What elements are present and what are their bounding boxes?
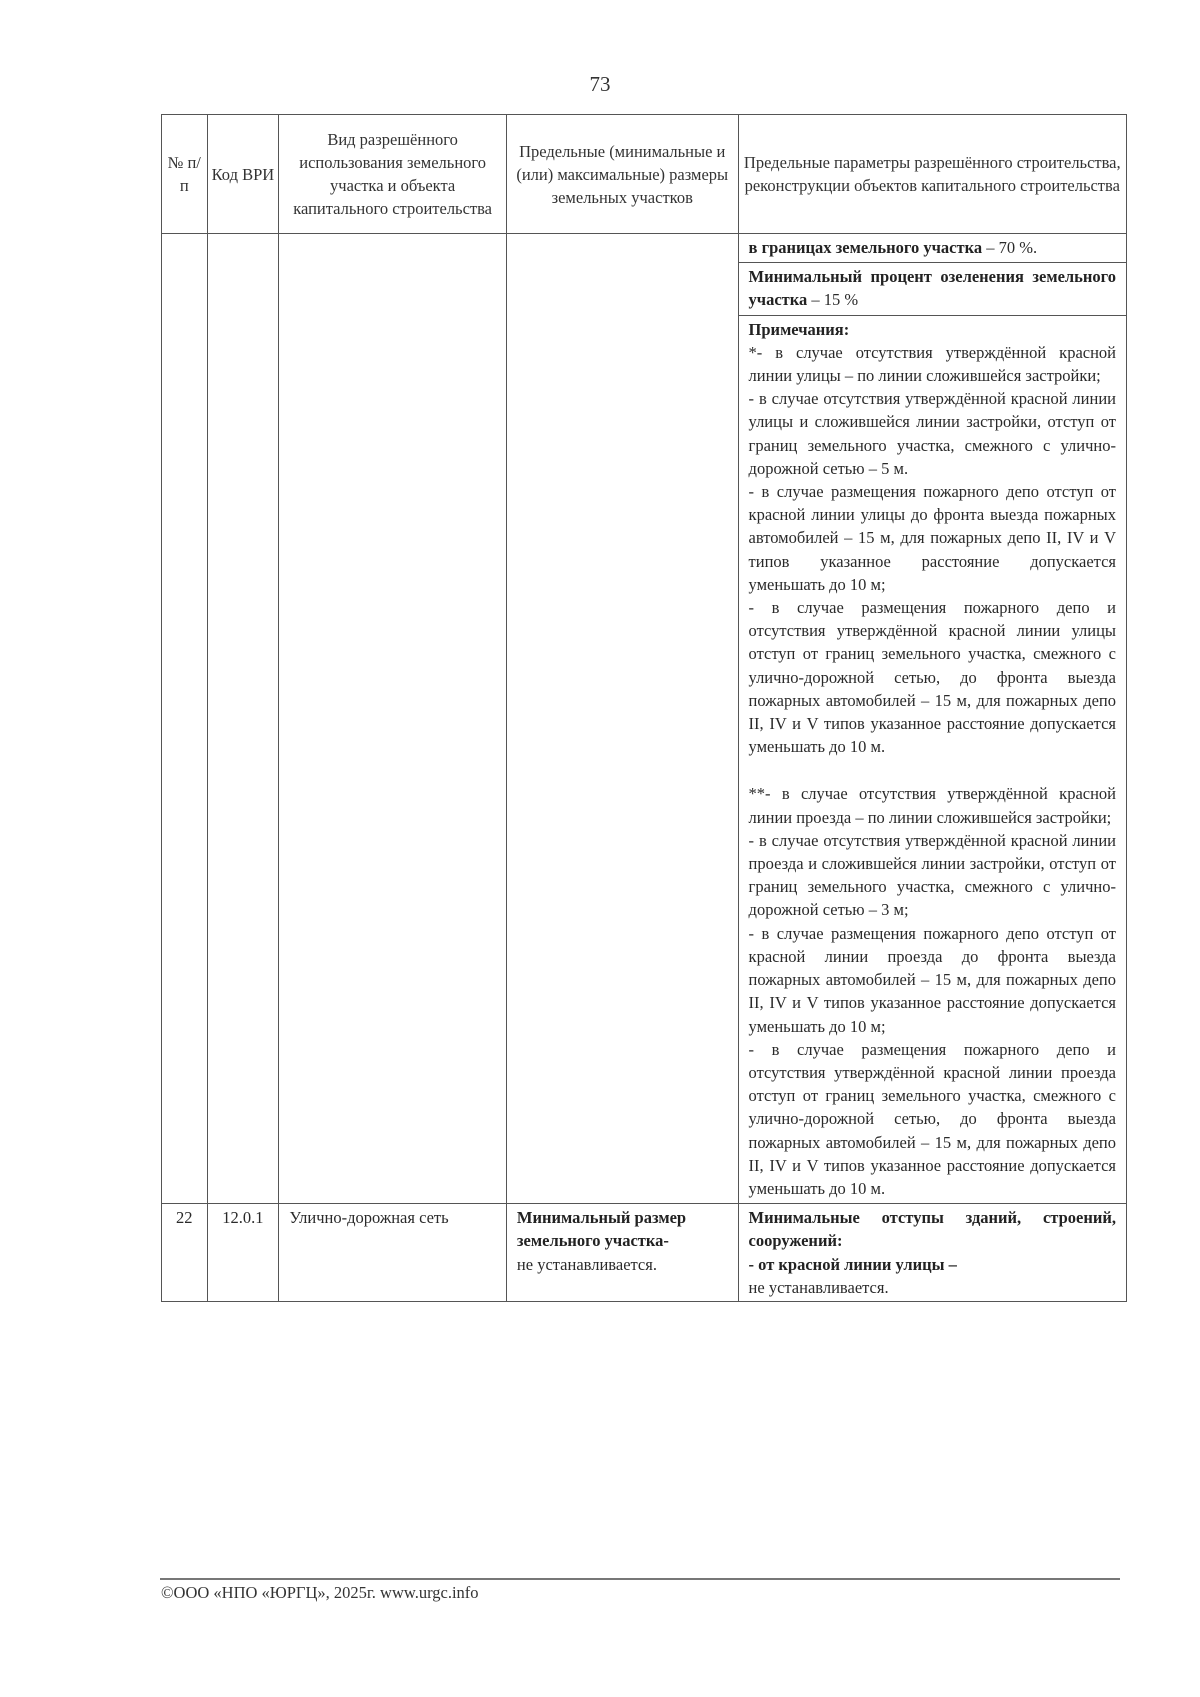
note-street-3: - в случае размещения пожарного депо отступ от красной линии улицы до фронта выезда пожарных автомобилей – 15 м, для пожарных депо II, IV и V типов указанное расстояние допускается уменьшать до 10 м;	[748, 482, 1116, 594]
note-passage-2: - в случае отсутствия утверждённой красной линии проезда и сложившейся линии застройки, отступ от границ земельного участка, смежного с улично-дорожной сетью – 3 м;	[748, 830, 1116, 920]
note-street-2: - в случае отсутствия утверждённой красной линии улицы и сложившейся линии застройки, отступ от границ земельного участка, смежного с улично-дорожной сетью – 5 м.	[748, 389, 1116, 478]
greening-label: Минимальный процент озеленения земельного участка	[748, 267, 1116, 310]
row22-num: 22	[162, 1204, 208, 1302]
cell-num-blank	[162, 234, 208, 1204]
row22-use: Улично-дорожная сеть	[279, 1204, 507, 1302]
greening-value: – 15 %	[807, 290, 859, 310]
footer-copyright: ©ООО «НПО «ЮРГЦ», 2025г. www.urgc.info	[161, 1583, 479, 1602]
header-sizes: Предельные (минимальные и (или) максимальные) размеры земельных участков	[506, 115, 738, 234]
note-passage-1: **- в случае отсутствия утверждённой красной линии проезда – по линии сложившейся застройки;	[748, 784, 1116, 827]
row22-params-sub: - от красной линии улицы –	[748, 1254, 957, 1274]
row22-sizes	[506, 1204, 738, 1302]
row22-code: 12.0.1	[207, 1204, 279, 1302]
row22-params-label: Минимальные отступы зданий, строений, сооружений:	[748, 1208, 1116, 1251]
row22-params-value: не устанавливается.	[748, 1277, 889, 1297]
notes-title: Примечания:	[748, 319, 850, 339]
note-street-1: *- в случае отсутствия утверждённой красной линии улицы – по линии сложившейся застройки;	[748, 342, 1116, 386]
cell-use-blank	[279, 234, 507, 1204]
header-code: Код ВРИ	[207, 115, 279, 234]
greening-cell	[738, 263, 1126, 315]
table-header-row	[162, 115, 1127, 234]
header-num: № п/п	[162, 115, 208, 234]
coverage-cell	[738, 234, 1126, 263]
cell-code-blank	[207, 234, 279, 1204]
regulations-table	[161, 114, 1127, 1302]
note-passage-3: - в случае размещения пожарного депо отступ от красной линии проезда до фронта выезда пожарных автомобилей – 15 м, для пожарных депо II, IV и V типов указанное расстояние допускается уменьшать до 10 м;	[748, 923, 1116, 1036]
row22-size-label: Минимальный размер земельного участка-	[516, 1208, 687, 1251]
row22-params	[738, 1204, 1126, 1302]
notes-cell	[738, 315, 1126, 1204]
header-params: Предельные параметры разрешённого строительства, реконструкции объектов капитального строительства	[738, 115, 1126, 234]
notes-gap	[749, 758, 1116, 782]
page-number: 73	[589, 72, 611, 96]
footer-divider	[160, 1578, 1120, 1580]
table-row-22	[162, 1204, 1127, 1302]
cell-sizes-blank	[506, 234, 738, 1204]
row22-size-value: не устанавливается.	[516, 1254, 657, 1274]
note-passage-4: - в случае размещения пожарного депо и отсутствия утверждённой красной линии проезда отступ от границ земельного участка, смежного с улично-дорожной сетью, до фронта выезда пожарных автомобилей – 15 м, для пожарных депо II, IV и V типов указанное расстояние допускается уменьшать до 10 м.	[748, 1039, 1116, 1198]
header-use: Вид разрешённого использования земельного участка и объекта капитального строительства	[279, 115, 507, 234]
coverage-value: – 70 %.	[982, 238, 1038, 257]
table-row-continued-coverage	[162, 234, 1127, 263]
note-street-4: - в случае размещения пожарного депо и отсутствия утверждённой красной линии улицы отступ от границ земельного участка, смежного с улично-дорожной сетью, до фронта выезда пожарных автомобилей – 15 м, для пожарных депо II, IV и V типов указанное расстояние допускается уменьшать до 10 м.	[748, 598, 1116, 757]
coverage-label: в границах земельного участка	[748, 238, 983, 257]
